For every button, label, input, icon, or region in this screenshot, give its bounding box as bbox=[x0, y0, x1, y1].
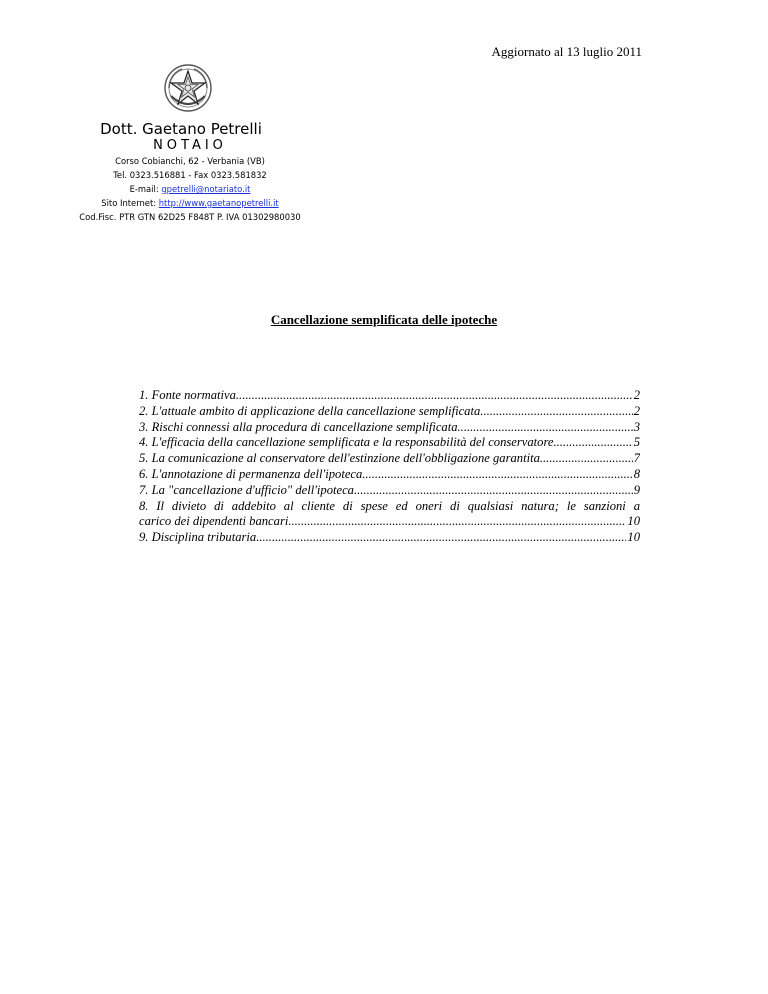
toc-leader-dots bbox=[259, 530, 626, 546]
toc-entry-page: 9 bbox=[633, 482, 640, 497]
notary-email-line bbox=[70, 182, 310, 196]
toc-entry-text: 5. La comunicazione al conservatore dell'estinzione dell'obbligazione garantita. bbox=[139, 451, 544, 466]
toc-entry[interactable] bbox=[139, 467, 640, 483]
toc-entry[interactable] bbox=[139, 530, 640, 546]
toc-leader-dots bbox=[357, 483, 633, 499]
notary-title: NOTAIO bbox=[153, 138, 227, 153]
toc-entry-text: 9. Disciplina tributaria. bbox=[139, 530, 260, 545]
toc-entry-text: 4. L'efficacia della cancellazione semplificata e la responsabilità del conservatore. bbox=[139, 435, 557, 450]
toc-leader-dots bbox=[543, 451, 633, 467]
email-label: E-mail: bbox=[129, 184, 162, 194]
document-title: Cancellazione semplificata delle ipoteche bbox=[270, 312, 498, 327]
toc-entry-text: 3. Rischi connessi alla procedura di cancellazione semplificata. bbox=[139, 419, 461, 434]
toc-entry-text: 2. L'attuale ambito di applicazione della cancellazione semplificata. bbox=[139, 403, 484, 418]
toc-entry[interactable] bbox=[139, 404, 640, 420]
notary-website-line bbox=[70, 196, 310, 210]
toc-entry-page: 10 bbox=[627, 514, 640, 529]
toc-leader-dots bbox=[557, 435, 633, 451]
last-updated-date: Aggiornato al 13 luglio 2011 bbox=[491, 44, 642, 59]
toc-entry[interactable] bbox=[139, 435, 640, 451]
toc-entry-text: 1. Fonte normativa. bbox=[139, 388, 240, 402]
toc-entry-text: 6. L'annotazione di permanenza dell'ipoteca. bbox=[139, 466, 366, 481]
toc-entry-page: 8 bbox=[633, 466, 640, 481]
notary-letterhead bbox=[70, 120, 310, 224]
website-link[interactable]: http://www.gaetanopetrelli.it bbox=[158, 198, 279, 208]
toc-entry-text: 7. La "cancellazione d'ufficio" dell'ipoteca. bbox=[139, 482, 358, 497]
toc-leader-dots bbox=[292, 514, 627, 530]
toc-entry-text-line1: 8. Il divieto di addebito al cliente di spese ed oneri di qualsiasi natura; le sanzioni a bbox=[139, 498, 640, 513]
toc-entry[interactable] bbox=[139, 499, 640, 531]
notary-fiscal-codes: Cod.Fisc. PTR GTN 62D25 F848T P. IVA 01302980030 bbox=[79, 212, 301, 222]
toc-leader-dots bbox=[483, 404, 632, 420]
email-link[interactable]: gpetrelli@notariato.it bbox=[161, 184, 251, 194]
toc-entry-text-line2: carico dei dipendenti bancari. bbox=[139, 514, 292, 529]
notary-address: Corso Cobianchi, 62 - Verbania (VB) bbox=[115, 156, 265, 166]
toc-leader-dots bbox=[365, 467, 632, 483]
toc-entry-page: 5 bbox=[633, 435, 640, 450]
toc-entry[interactable] bbox=[139, 420, 640, 436]
toc-entry[interactable] bbox=[139, 451, 640, 467]
toc-leader-dots bbox=[239, 388, 633, 404]
toc-entry-page: 10 bbox=[627, 530, 640, 545]
toc-entry-page: 3 bbox=[633, 419, 640, 434]
website-label: Sito Internet: bbox=[101, 198, 159, 208]
toc-leader-dots bbox=[461, 420, 633, 436]
toc-entry[interactable] bbox=[139, 388, 640, 404]
italian-republic-emblem-icon bbox=[162, 62, 214, 114]
table-of-contents bbox=[139, 388, 640, 546]
notary-phone-fax: Tel. 0323.516881 - Fax 0323.581832 bbox=[113, 170, 267, 180]
toc-entry[interactable] bbox=[139, 483, 640, 499]
toc-entry-page: 7 bbox=[633, 451, 640, 466]
toc-entry-page: 2 bbox=[633, 388, 640, 402]
toc-entry-page: 2 bbox=[633, 403, 640, 418]
notary-name: Dott. Gaetano Petrelli bbox=[100, 120, 262, 138]
